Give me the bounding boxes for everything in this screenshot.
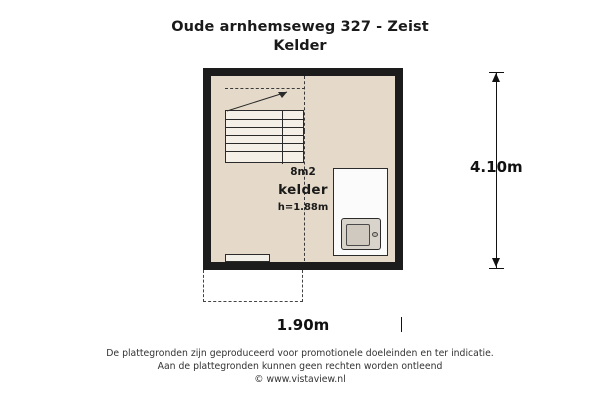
dimension-cap-right bbox=[401, 317, 402, 332]
sink-bowl bbox=[346, 224, 370, 246]
title-floor: Kelder bbox=[273, 38, 327, 54]
dimension-cap-bottom bbox=[489, 268, 504, 269]
door-panel bbox=[225, 254, 270, 262]
stair-step bbox=[226, 151, 303, 152]
footer-line-1: De plattegronden zijn geproduceerd voor promotionele doeleinden en ter indicatie. bbox=[106, 348, 494, 359]
floorplan-drawing bbox=[203, 68, 403, 270]
footer-copyright: © www.vistaview.nl bbox=[254, 373, 346, 385]
stair-step bbox=[226, 135, 303, 136]
below-plan-dashed-outline bbox=[203, 270, 303, 302]
room-name-label: kelder bbox=[278, 182, 328, 198]
room-height-label: h=1.88m bbox=[277, 202, 329, 213]
title-address: Oude arnhemseweg 327 - Zeist bbox=[171, 19, 429, 35]
arrow-up-icon bbox=[492, 73, 500, 82]
arrow-down-icon bbox=[492, 258, 500, 267]
dimension-horizontal-label bbox=[205, 316, 401, 334]
stair-rail bbox=[282, 111, 283, 164]
footer-line-2: Aan de plattegronden kunnen geen rechten worden ontleend bbox=[157, 360, 443, 372]
stair-step bbox=[226, 143, 303, 144]
footer-disclaimer bbox=[0, 348, 600, 386]
stairs bbox=[225, 110, 304, 163]
room-area-label: 8m2 bbox=[290, 166, 316, 178]
stair-step bbox=[226, 119, 303, 120]
dimension-horizontal-value: 1.90m bbox=[271, 316, 336, 334]
dimension-vertical-label: 4.10m bbox=[470, 158, 523, 176]
stair-direction-arrow-icon bbox=[225, 88, 305, 112]
stair-step bbox=[226, 127, 303, 128]
page-title bbox=[0, 18, 600, 56]
sink-tap-icon bbox=[372, 232, 378, 237]
sink-fixture bbox=[341, 218, 381, 250]
